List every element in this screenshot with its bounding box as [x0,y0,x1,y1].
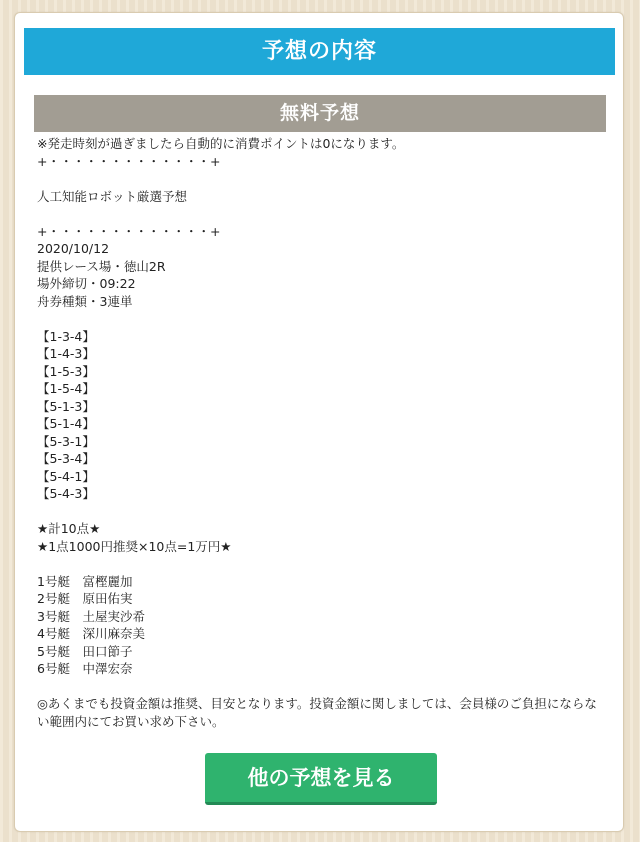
bet-recommendation: ★1点1000円推奨×10点=1万円★ [37,538,232,554]
pick-item: 【5-3-4】 [37,451,95,466]
pick-total: ★計10点★ [37,521,101,536]
spacer [37,555,607,573]
pick-item: 【5-1-3】 [37,398,95,414]
disclaimer: ◎あくまでも投資金額は推奨、目安となります。投資金額に関しましては、会員様のご負担にならない範囲内にてお買い求め下さい。 [37,696,597,729]
spacer [37,678,607,696]
race-deadline: 場外締切・09:22 [37,276,136,291]
ticket-type: 舟券種類・3連単 [37,293,133,309]
racer-item: 3号艇 土屋実沙希 [37,608,145,624]
points-notice: ※発走時刻が過ぎましたら自動的に消費ポイントは0になります。 [37,136,405,151]
pick-item: 【5-4-1】 [37,468,95,484]
race-date: 2020/10/12 [37,241,110,256]
racer-item: 1号艇 富樫麗加 [37,573,133,589]
view-other-predictions-button[interactable]: 他の予想を見る [205,753,437,805]
pick-item: 【5-4-3】 [37,486,95,501]
section-title: 無料予想 [34,95,606,132]
prediction-content [37,135,607,730]
separator-top: +・・・・・・・・・・・・・+ [37,153,221,169]
pick-item: 【1-5-4】 [37,381,95,396]
pick-item: 【1-5-3】 [37,363,95,379]
spacer [37,170,607,188]
racer-item: 2号艇 原田佑実 [37,591,133,606]
racer-item: 5号艇 田口節子 [37,643,133,659]
race-venue: 提供レース場・徳山2R [37,258,166,274]
separator-bottom: +・・・・・・・・・・・・・+ [37,223,221,239]
pick-item: 【5-3-1】 [37,433,95,449]
racer-item: 4号艇 深川麻奈美 [37,626,145,641]
racer-item: 6号艇 中澤宏奈 [37,661,133,676]
spacer [37,205,607,223]
spacer [37,503,607,521]
page-title: 予想の内容 [24,28,615,75]
picks-list [37,328,607,503]
pick-item: 【1-3-4】 [37,328,95,344]
prediction-name: 人工知能ロボット厳選予想 [37,188,188,204]
prediction-card [14,12,624,832]
racer-list [37,573,607,678]
pick-item: 【5-1-4】 [37,416,95,431]
spacer [37,310,607,328]
pick-item: 【1-4-3】 [37,346,95,361]
